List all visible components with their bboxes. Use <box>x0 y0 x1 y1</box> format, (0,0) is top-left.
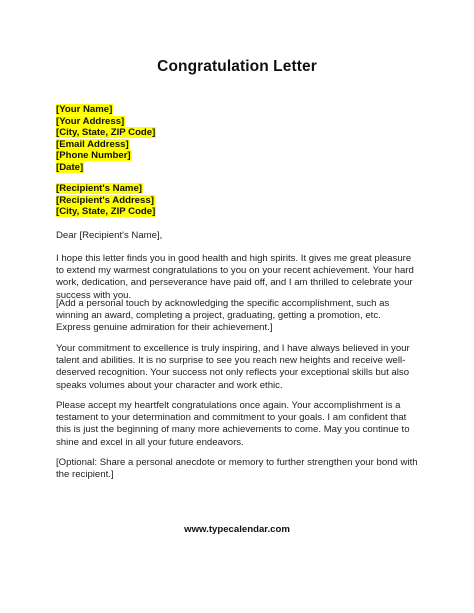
salutation: Dear [Recipient's Name], <box>56 230 163 241</box>
sender-address: [Your Address] <box>56 115 125 127</box>
body-paragraph-3: Your commitment to excellence is truly inspiring, and I have always believed in your talent and abilities. It is no surprise to see you reach new heights and receive well-deserved recognition. Your success not only reflects your exceptional skills but also speaks volumes about your character and work ethic. <box>56 343 410 391</box>
body-paragraph-5: [Optional: Share a personal anecdote or memory to further strengthen your bond with the recipient.] <box>56 457 418 481</box>
sender-email: [Email Address] <box>56 138 129 150</box>
letter-title: Congratulation Letter <box>157 58 317 75</box>
body-paragraph-2: [Add a personal touch by acknowledging the specific accomplishment, such as winning an award, completing a project, graduating, getting a promotion, etc. Express genuine admiration for their achievement.] <box>56 298 390 334</box>
recipient-address: [Recipient's Address] <box>56 194 154 206</box>
body-paragraph-4: Please accept my heartfelt congratulations once again. Your accomplishment is a testament to your determination and commitment to your goals. I am confident that this is just the beginning of many more achievements to come. May you continue to shine and excel in all your future endeavors. <box>56 400 410 448</box>
footer-website: www.typecalendar.com <box>184 524 290 535</box>
sender-city-state-zip: [City, State, ZIP Code] <box>56 127 156 139</box>
body-paragraph-1: I hope this letter finds you in good health and high spirits. It gives me great pleasure to extend my warmest congratulations to you on your recent achievement. Your hard work, dedication, and perseverance have paid off, and I am thrilled to celebrate your success with you. <box>56 253 414 301</box>
sender-block <box>56 104 156 174</box>
letter-date: [Date] <box>56 161 84 173</box>
sender-phone: [Phone Number] <box>56 150 131 162</box>
recipient-name: [Recipient's Name] <box>56 183 142 194</box>
sender-name: [Your Name] <box>56 104 113 115</box>
recipient-block <box>56 183 156 218</box>
recipient-city-state-zip: [City, State, ZIP Code] <box>56 206 156 218</box>
